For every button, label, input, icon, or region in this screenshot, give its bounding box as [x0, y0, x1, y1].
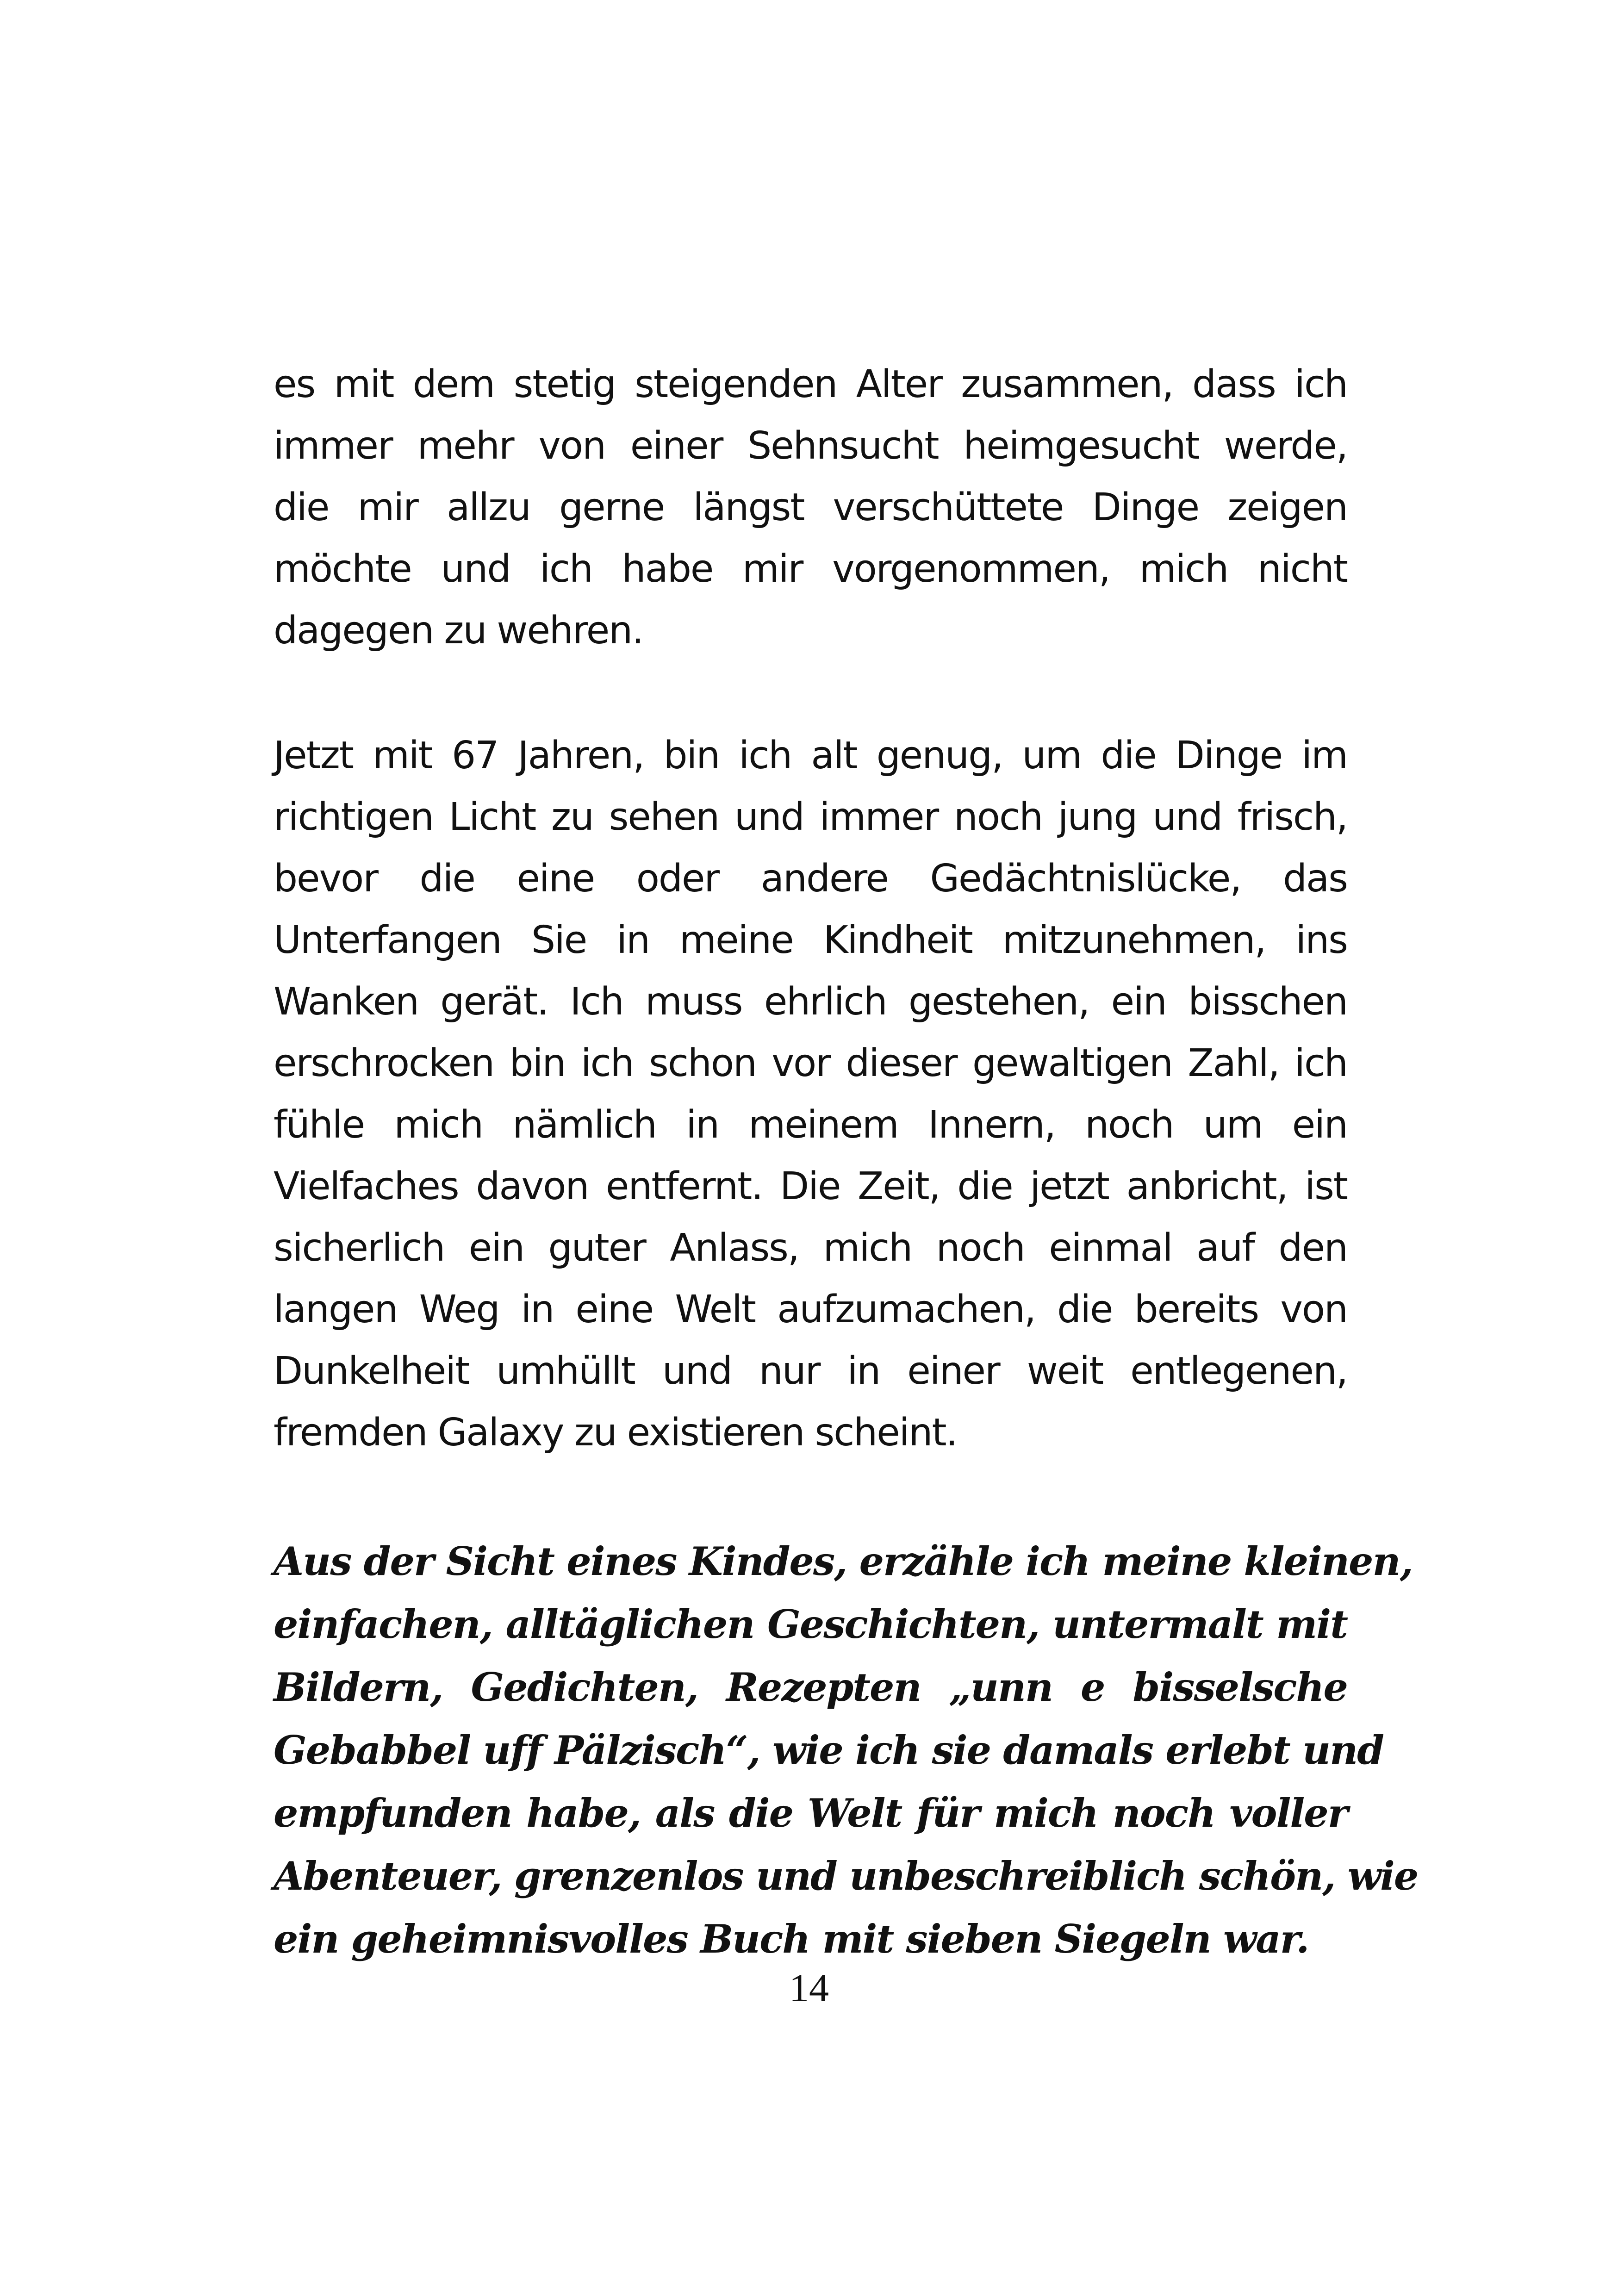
- text-line: sicherlich ein guter Anlass, mich noch einmal auf den: [274, 1226, 1347, 1270]
- text-line: es mit dem stetig steigenden Alter zusammen, dass ich: [274, 362, 1347, 406]
- text-line: immer mehr von einer Sehnsucht heimgesucht werde,: [274, 424, 1347, 468]
- text-line: empfunden habe, als die Welt für mich noch voller: [274, 1790, 1347, 1836]
- text-line: erschrocken bin ich schon vor dieser gewaltigen Zahl, ich: [274, 1041, 1347, 1085]
- text-line: die mir allzu gerne längst verschüttete Dinge zeigen: [274, 485, 1347, 529]
- text-line: Abenteuer, grenzenlos und unbeschreiblich schön, wie: [274, 1853, 1418, 1899]
- text-line: ein geheimnisvolles Buch mit sieben Siegeln war.: [274, 1916, 1309, 1962]
- text-line: möchte und ich habe mir vorgenommen, mich nicht: [274, 547, 1347, 591]
- paragraph-2: [274, 725, 1347, 1463]
- text-line: Gebabbel uff Pälzisch“, wie ich sie damals erlebt und: [274, 1727, 1383, 1773]
- text-line: Jetzt mit 67 Jahren, bin ich alt genug, um die Dinge im: [274, 734, 1347, 778]
- text-line: Vielfaches davon entfernt. Die Zeit, die jetzt anbricht, ist: [274, 1164, 1347, 1208]
- handwritten-paragraph: [274, 1530, 1418, 1971]
- text-line: dagegen zu wehren.: [274, 609, 643, 653]
- text-line: bevor die eine oder andere Gedächtnislücke, das: [274, 857, 1347, 901]
- text-line: richtigen Licht zu sehen und immer noch jung und frisch,: [274, 795, 1347, 839]
- text-line: einfachen, alltäglichen Geschichten, untermalt mit: [274, 1601, 1347, 1647]
- text-line: Wanken gerät. Ich muss ehrlich gestehen, ein bisschen: [274, 980, 1347, 1024]
- text-line: fühle mich nämlich in meinem Innern, noch um ein: [274, 1103, 1347, 1147]
- text-line: langen Weg in eine Welt aufzumachen, die bereits von: [274, 1288, 1347, 1332]
- paragraph-1: [274, 354, 1347, 661]
- text-line: fremden Galaxy zu existieren scheint.: [274, 1411, 957, 1455]
- text-line: Aus der Sicht eines Kindes, erzähle ich meine kleinen,: [274, 1538, 1413, 1584]
- text-line: Bildern, Gedichten, Rezepten „unn e bisselsche: [274, 1664, 1347, 1710]
- text-line: Dunkelheit umhüllt und nur in einer weit entlegenen,: [274, 1349, 1347, 1393]
- page-number: 14: [789, 1966, 829, 2010]
- text-line: Unterfangen Sie in meine Kindheit mitzunehmen, ins: [274, 918, 1347, 962]
